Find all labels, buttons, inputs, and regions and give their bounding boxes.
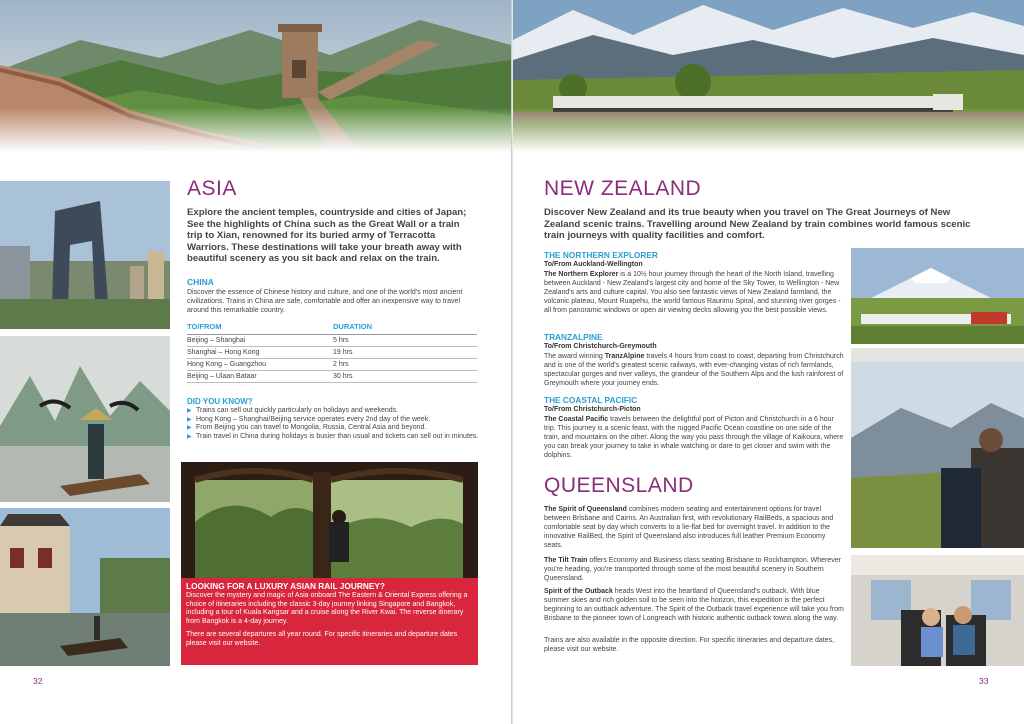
northern-explorer-text [544, 270, 845, 315]
table-row [187, 371, 477, 383]
promo-title: LOOKING FOR A LUXURY ASIAN RAIL JOURNEY? [186, 581, 385, 591]
tranzalpine-text [544, 352, 845, 388]
col-to-from: TO/FROM [187, 322, 333, 335]
table-row [187, 347, 477, 359]
cormorant-fisherman-photo [0, 336, 170, 502]
list-item: ▶ Train travel in China during holidays is busier than usual and tickets can sell out in minutes. [187, 433, 479, 442]
duration-cell: 19 hrs [333, 347, 477, 359]
table-row [187, 359, 477, 371]
northern-explorer-desc: is a 10½ hour journey through the heart of the North Island, travelling between Auckland - New Zealand's largest city and home of the Sky Tower, to Wellington - New Zealand's arts and culture capital. You also see fantastic views of New Zealand farmland, the volcanic plateau, Mount Ruapehu, the world famous Raurimu Spiral, and stunning river gorges - all from panoramic windows or open air viewing decks allowing you the best possible views. [544, 271, 841, 314]
tilt-train-name: The Tilt Train [544, 557, 588, 564]
route-cell: Beijing – Ulaan Bataar [187, 371, 333, 383]
spirit-of-outback-desc: heads West into the heartland of Queensland's outback. With blue summer skies and rich golden soil to be seen into the horizon, this expedition is the perfect beginning to an outback adventure. The Spirit of the Outback travel experience will take you from Brisbane to the pioneer town of Longreach with historic authentic outback towns along the way. [544, 588, 844, 622]
great-wall-banner-image [0, 0, 511, 152]
route-cell: Hong Kong – Guangzhou [187, 359, 333, 371]
nz-train-mountains-banner-image [513, 0, 1024, 152]
queensland-premium-cabin-photo [851, 555, 1024, 666]
duration-cell: 30 hrs [333, 371, 477, 383]
new-zealand-lead: Discover New Zealand and its true beauty when you travel on The Great Journeys of New Zealand scenic trains. Travelling around New Zealand by train combines world famous scenic train journeys with quality facilities and comfort. [544, 207, 971, 242]
china-heading: CHINA [187, 277, 214, 287]
duration-cell: 5 hrs [333, 335, 477, 347]
spirit-of-outback-text [544, 587, 845, 623]
col-duration: DURATION [333, 322, 477, 335]
left-page [0, 0, 511, 724]
asia-title: ASIA [187, 177, 237, 200]
tilt-train-desc: offers Economy and Business class seating Brisbane to Rockhampton. Wherever you're heading, you're transported through some of the most beautiful scenery in Southern Queensland. [544, 557, 841, 582]
list-item: ▶ Trains can sell out quickly particularly on holidays and weekends. [187, 407, 479, 416]
list-item: ▶ From Beijing you can travel to Mongolia, Russia, Central Asia and beyond. [187, 424, 479, 433]
page-number-left: 32 [33, 676, 43, 686]
china-text: Discover the essence of Chinese history and culture, and one of the world's most ancient civilizations. Trains in China are safe, comfortable and offer an inexpensive way to travel around this remarkable country. [187, 289, 463, 314]
tranzalpine-route: To/From Christchurch-Greymouth [544, 343, 657, 350]
page-number-right: 33 [979, 676, 989, 686]
duration-cell: 2 hrs [333, 359, 477, 371]
nz-viewing-carriage-photo [851, 348, 1024, 548]
china-routes-table [187, 322, 477, 383]
table-header-row [187, 322, 477, 335]
promo-text: Discover the mystery and magic of Asia onboard The Eastern & Oriental Express offering a choice of itineraries including the classic 3-day journey linking Singapore and Bangkok, including a tour of Kuala Kangsar and a cruise along the River Kwai. The reverse itinerary from Bangkok is a 4-day journey. [186, 592, 468, 625]
tranzalpine-name: TranzAlpine [604, 353, 645, 360]
coastal-pacific-text [544, 415, 845, 460]
queensland-title: QUEENSLAND [544, 474, 694, 497]
beijing-cctv-building-photo [0, 181, 170, 329]
tranzalpine-pre: The award winning [544, 353, 605, 360]
promo-text-2: There are several departures all year round. For specific itineraries and departure dates please visit our website. [186, 631, 458, 647]
route-cell: Shanghai – Hong Kong [187, 347, 333, 359]
nz-train-volcano-photo [851, 248, 1024, 344]
coastal-pacific-name: The Coastal Pacific [544, 416, 609, 423]
spirit-of-queensland-desc: combines modern seating and entertainment options for travel between Brisbane and Cairns. An Australian first, with revolutionary RailBeds, a spacious and comfortable seat by day which converts to a lie-flat bed for overnight travel. In addition to the innovative RailBed, the Spirit of Queensland also introduces full leather Premium Economy seats. [544, 506, 834, 549]
tranzalpine-desc: travels 4 hours from coast to coast, departing from Christchurch and is one of the world's greatest scenic railways, with ever-changing vistas of rich farmlands, spectacular gorges and river valleys, the grandeur of the Southern Alps and the lush rainforest of Greymouth where your journey ends. [544, 353, 844, 387]
coastal-pacific-desc: travels between the delightful port of Picton and Christchurch in a 6 hour trip. This journey is a scenic feast, with the rugged Pacific Ocean coastline on one side of the train, and mountains on the other. Along the way you pass through the village of Kaikoura, where you can break your journey to take in whale watching or dare to get closer and swim with the dolphins. [544, 416, 844, 459]
spirit-of-queensland-name: The Spirit of Queensland [544, 506, 627, 513]
right-page [513, 0, 1024, 724]
northern-explorer-route: To/From Auckland-Wellington [544, 261, 643, 268]
coastal-pacific-heading: THE COASTAL PACIFIC [544, 395, 638, 405]
spirit-of-queensland-text [544, 505, 845, 550]
water-town-canal-photo [0, 508, 170, 666]
luxury-rail-promo-box [181, 578, 478, 665]
luxury-train-window-photo [181, 462, 478, 578]
asia-lead: Explore the ancient temples, countryside and cities of Japan; See the highlights of China such as the Great Wall or a train trip to Xian, renowned for its buried army of Terracotta Warriors. These destinations will take your breath away with beautiful scenery as you sit back and relax on the train. [187, 207, 467, 265]
northern-explorer-name: The Northern Explorer [544, 271, 619, 278]
spirit-of-outback-name: Spirit of the Outback [544, 588, 613, 595]
tilt-train-text [544, 556, 845, 583]
opposite-direction-text: Trains are also available in the opposite direction. For specific itineraries and departure dates, please visit our website. [544, 637, 835, 653]
route-cell: Beijing – Shanghai [187, 335, 333, 347]
coastal-pacific-route: To/From Christchurch-Picton [544, 406, 641, 413]
table-row [187, 335, 477, 347]
tranzalpine-heading: TRANZALPINE [544, 332, 603, 342]
did-you-know-heading: DID YOU KNOW? [187, 397, 253, 406]
did-you-know-list [187, 407, 479, 441]
new-zealand-title: NEW ZEALAND [544, 177, 702, 200]
northern-explorer-heading: THE NORTHERN EXPLORER [544, 250, 658, 260]
list-item: ▶ Hong Kong – Shanghai/Beijing service operates every 2nd day of the week. [187, 416, 479, 425]
